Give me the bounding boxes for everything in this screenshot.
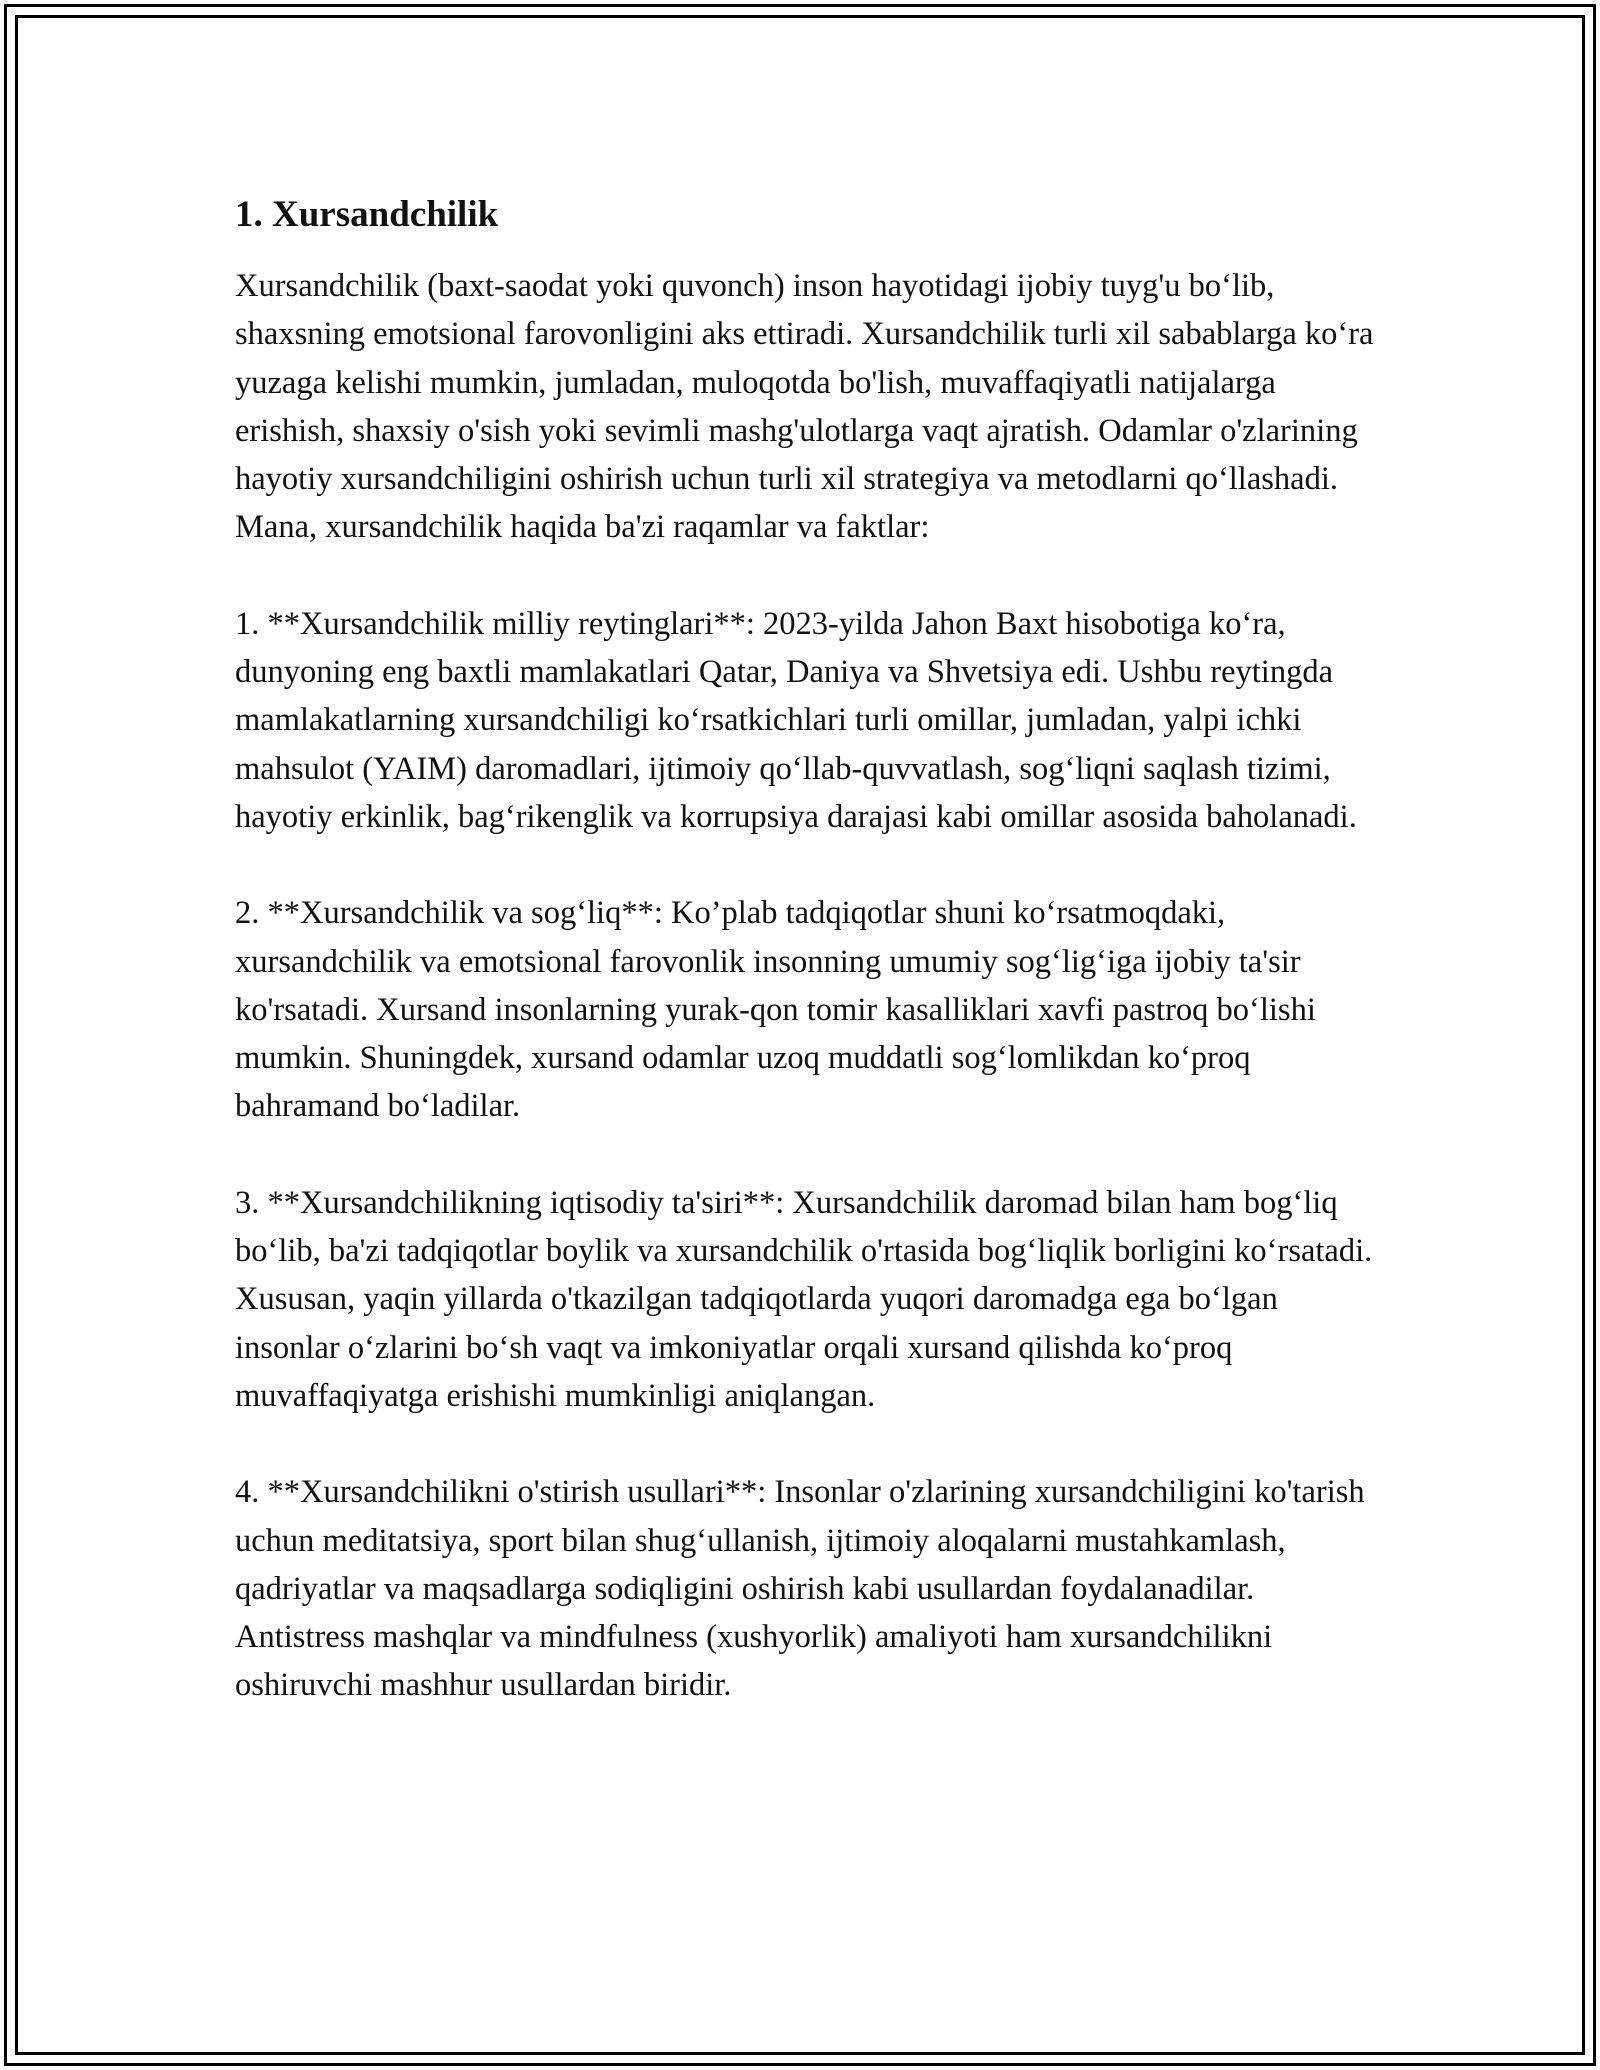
fact-paragraph-3: 3. **Xursandchilikning iqtisodiy ta'siri**: Xursandchilik daromad bilan ham bog‘liq bo‘lib, ba'zi tadqiqotlar boylik va xursandchilik o'rtasida bog‘liqlik borligini ko‘rsatadi. Xususan, yaqin yillarda o'tkazilgan tadqiqotlarda yuqori daromadga ega bo‘lgan insonlar o‘zlarini bo‘sh vaqt va imkoniyatlar orqali xursand qilishda ko‘proq muvaffaqiyatga erishishi mumkinligi aniqlangan.: [235, 1184, 1373, 1414]
fact-paragraph-4: 4. **Xursandchilikni o'stirish usullari**: Insonlar o'zlarining xursandchiligini ko'tarish uchun meditatsiya, sport bilan shug‘ullanish, ijtimoiy aloqalarni mustahkamlash, qadriyatlar va maqsadlarga sodiqligini oshirish kabi usullardan foydalanadilar. Antistress mashqlar va mindfulness (xushyorlik) amaliyoti ham xursandchilikni oshiruvchi mashhur usullardan biridir.: [235, 1474, 1365, 1704]
fact-paragraph-1: 1. **Xursandchilik milliy reytinglari**: 2023-yilda Jahon Baxt hisobotiga ko‘ra, dunyoning eng baxtli mamlakatlari Qatar, Daniya va Shvetsiya edi. Ushbu reytingda mamlakatlarning xursandchiligi ko‘rsatkichlari turli omillar, jumladan, yalpi ichki mahsulot (YAIM) daromadlari, ijtimoiy qo‘llab-quvvatlash, sog‘liqni saqlash tizimi, hayotiy erkinlik, bag‘rikenglik va korrupsiya darajasi kabi omillar asosida baholanadi.: [235, 605, 1357, 835]
intro-paragraph: Xursandchilik (baxt-saodat yoki quvonch) inson hayotidagi ijobiy tuyg'u bo‘lib, shaxsning emotsional farovonligini aks ettiradi. Xursandchilik turli xil sabablarga ko‘ra yuzaga kelishi mumkin, jumladan, muloqotda bo'lish, muvaffaqiyatli natijalarga erishish, shaxsiy o'sish yoki sevimli mashg'ulotlarga vaqt ajratish. Odamlar o'zlarining hayotiy xursandchiligini oshirish uchun turli xil strategiya va metodlarni qo‘llashadi. Mana, xursandchilik haqida ba'zi raqamlar va faktlar:: [235, 268, 1374, 546]
section-heading: 1. Xursandchilik: [235, 194, 499, 235]
document-body: [235, 190, 1385, 1758]
fact-paragraph-2: 2. **Xursandchilik va sog‘liq**: Ko’plab tadqiqotlar shuni ko‘rsatmoqdaki, xursandchilik va emotsional farovonlik insonning umumiy sog‘lig‘iga ijobiy ta'sir ko'rsatadi. Xursand insonlarning yurak-qon tomir kasalliklari xavfi pastroq bo‘lishi mumkin. Shuningdek, xursand odamlar uzoq muddatli sog‘lomlikdan ko‘proq bahramand bo‘ladilar.: [235, 895, 1316, 1125]
